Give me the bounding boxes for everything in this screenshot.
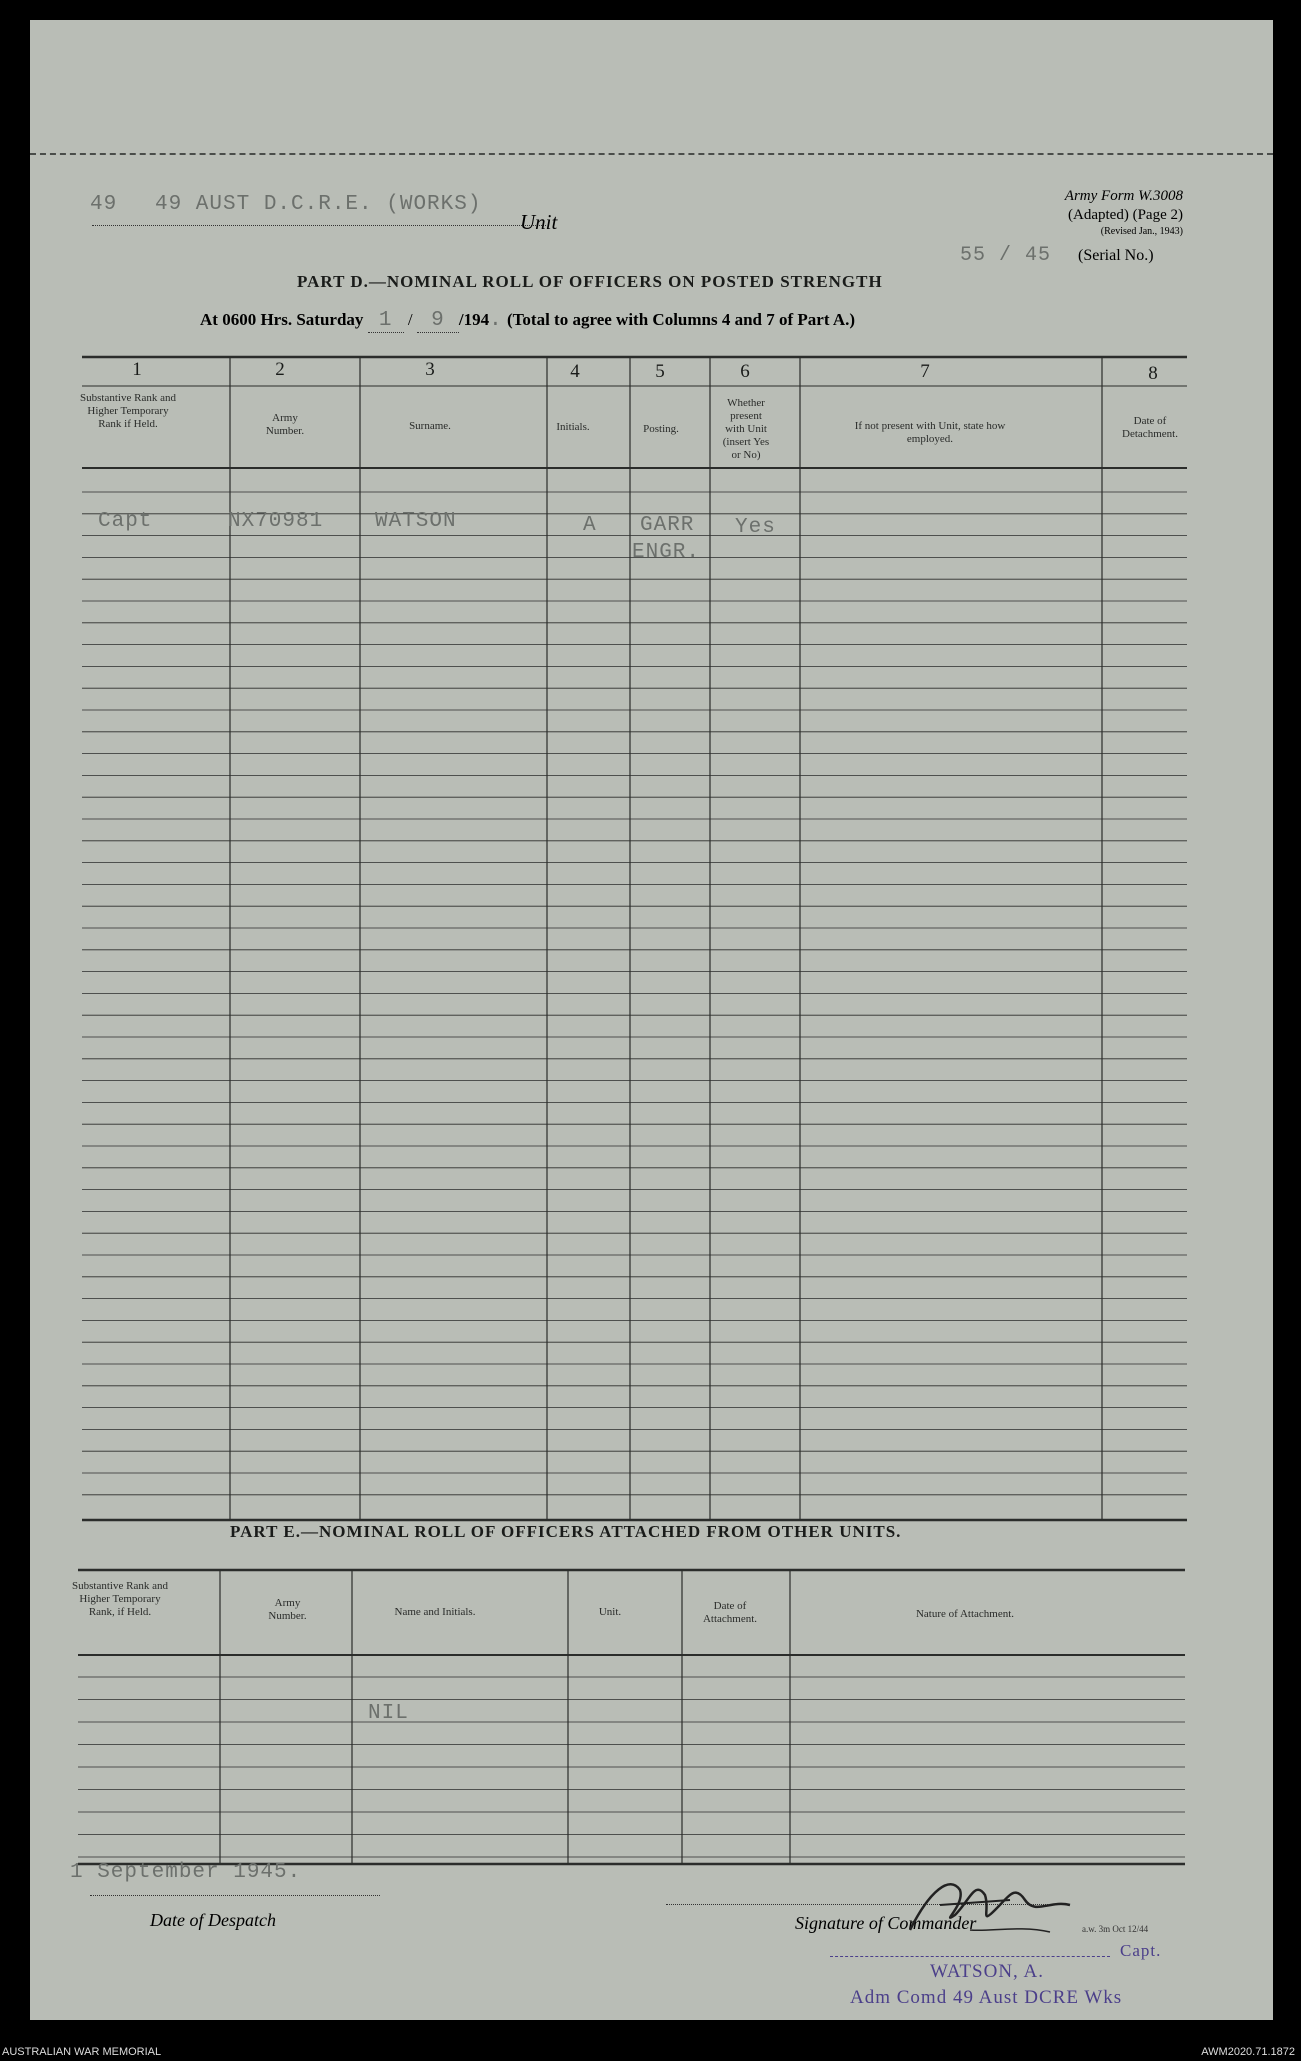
date-month: 9: [417, 309, 459, 333]
col-header-posting: Posting.: [643, 423, 679, 435]
signature-label: Signature of Commander: [795, 1913, 977, 1933]
col-number-4: 4: [570, 361, 580, 382]
e-col-header-nature: Nature of Attachment.: [915, 1608, 1015, 1620]
serial-label: (Serial No.): [1078, 247, 1154, 264]
e-col-header-unit: Unit.: [598, 1606, 622, 1618]
credit-left: AUSTRALIAN WAR MEMORIAL: [2, 2046, 162, 2058]
at-line-a: At 0600 Hrs. Saturday: [200, 310, 364, 329]
e-col-header-army-number: Army Number.: [268, 1597, 307, 1622]
date-day: 1: [368, 309, 404, 333]
date-year-prefix: /194: [458, 310, 490, 329]
row-present: Yes: [735, 516, 776, 539]
unit-value: 49 AUST D.C.R.E. (WORKS): [155, 193, 482, 216]
date-year-digit: .: [489, 309, 503, 332]
form-line-3: (Revised Jan., 1943): [1100, 226, 1183, 237]
row-army-number: NX70981: [228, 510, 324, 533]
despatch-value: 1 September 1945.: [70, 1861, 302, 1884]
col-header-surname: Surname.: [409, 420, 451, 432]
e-col-header-name: Name and Initials.: [394, 1606, 476, 1618]
row-surname: WATSON: [375, 510, 457, 533]
part-e-title: PART E.—NOMINAL ROLL OF OFFICERS ATTACHED FROM OTHER UNITS.: [230, 1522, 902, 1541]
col-number-2: 2: [275, 359, 285, 380]
stamp-line: [830, 1956, 1110, 1957]
stamp-rank: Capt.: [1120, 1941, 1162, 1960]
stamp-title: Adm Comd 49 Aust DCRE Wks: [850, 1987, 1123, 2008]
e-col-header-rank: Substantive Rank and Higher Temporary Rank, if Held.: [72, 1580, 168, 1618]
unit-label: Unit: [520, 210, 558, 234]
col-number-3: 3: [425, 359, 435, 380]
e-col-header-date: Date of Attachment.: [702, 1600, 758, 1625]
col-header-army-number: Army Number.: [265, 412, 305, 437]
row-rank: Capt: [98, 510, 153, 533]
col-number-8: 8: [1148, 363, 1158, 384]
row-posting-1: GARR: [640, 514, 695, 537]
credit-right: AWM2020.71.1872: [1201, 2046, 1295, 2058]
at-line-b: (Total to agree with Columns 4 and 7 of Part A.): [506, 310, 856, 329]
handwritten-signature: [900, 1870, 1080, 1945]
col-number-7: 7: [920, 361, 930, 382]
form-line-1: Army Form W.3008: [1064, 188, 1183, 204]
row-posting-2: ENGR.: [632, 541, 701, 564]
print-code: a.w. 3m Oct 12/44: [1082, 1924, 1149, 1934]
part-d-grid: [30, 20, 1273, 2020]
despatch-line: [90, 1895, 380, 1896]
form-sheet: [30, 20, 1273, 2020]
col-header-initials: Initials.: [556, 421, 590, 433]
unit-prefix: 49: [90, 193, 118, 216]
part-e-entry: NIL: [368, 1702, 409, 1725]
col-number-1: 1: [132, 359, 142, 380]
part-d-time-line: At 0600 Hrs. Saturday 1 / 9 /194. (Total to agree with Columns 4 and 7 of Part A.): [200, 309, 856, 332]
col-number-5: 5: [655, 361, 665, 382]
stamp-name: WATSON, A.: [930, 1961, 1044, 1982]
part-d-title: PART D.—NOMINAL ROLL OF OFFICERS ON POSTED STRENGTH: [297, 272, 883, 291]
col-header-employed: If not present with Unit, state how employed.: [854, 420, 1006, 445]
form-line-2: (Adapted) (Page 2): [1068, 207, 1183, 223]
col-header-detachment: Date of Detachment.: [1122, 415, 1178, 440]
row-initials: A: [583, 514, 597, 537]
col-number-6: 6: [740, 361, 750, 382]
serial-value: 55 / 45: [960, 244, 1052, 267]
despatch-label: Date of Despatch: [150, 1910, 276, 1930]
col-header-present: Whether present with Unit (insert Yes or No): [722, 397, 770, 461]
col-header-rank: Substantive Rank and Higher Temporary Rank if Held.: [80, 392, 176, 430]
